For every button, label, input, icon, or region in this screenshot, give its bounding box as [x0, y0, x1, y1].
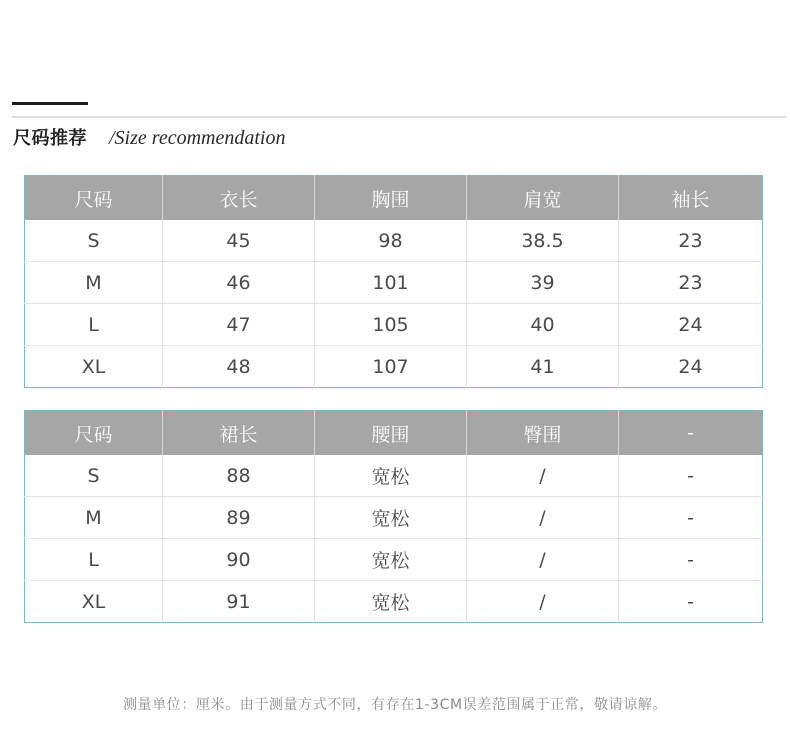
table-cell: 39: [467, 262, 619, 304]
table-cell: -: [619, 497, 763, 539]
size-table-top: [24, 175, 763, 388]
heading-divider: [12, 116, 786, 118]
table-row: [25, 346, 763, 388]
table-cell: 48: [163, 346, 315, 388]
table-header-row: [25, 176, 763, 221]
section-heading: [13, 124, 285, 152]
table-cell: /: [467, 539, 619, 581]
table-cell: 24: [619, 346, 763, 388]
table-cell: M: [25, 262, 163, 304]
header-cell-bust: 胸围: [315, 176, 467, 221]
table-cell: 47: [163, 304, 315, 346]
table-cell: S: [87, 464, 100, 487]
table-row: [25, 455, 763, 497]
table-cell: -: [619, 539, 763, 581]
table-row: [25, 262, 763, 304]
table-cell: 宽松: [315, 539, 467, 581]
table-row: [25, 581, 763, 623]
table-cell: 91: [163, 581, 315, 623]
table-cell: 41: [467, 346, 619, 388]
table-row: [25, 220, 763, 262]
table-row: [25, 497, 763, 539]
table-cell: M: [25, 497, 163, 539]
table-cell: XL: [25, 581, 163, 623]
header-cell-hip: 臀围: [467, 411, 619, 456]
table-cell: L: [25, 539, 163, 581]
table-cell: 98: [315, 220, 467, 262]
table-cell: 38.5: [467, 220, 619, 262]
table-cell: 105: [315, 304, 467, 346]
header-cell-empty: -: [619, 411, 763, 456]
header-cell-skirt-length: 裙长: [163, 411, 315, 456]
header-cell-sleeve: 袖长: [619, 176, 763, 221]
header-cell-waist: 腰围: [315, 411, 467, 456]
header-cell-shoulder: 肩宽: [467, 176, 619, 221]
header-cell-size: 尺码: [25, 176, 163, 221]
table-cell: 24: [619, 304, 763, 346]
table-cell: 107: [315, 346, 467, 388]
table-row: [25, 539, 763, 581]
heading-title-cn: 尺码推荐: [13, 128, 87, 149]
measurement-note: 测量单位：厘米。由于测量方式不同，有存在1-3CM误差范围属于正常，敬请谅解。: [122, 697, 668, 713]
header-cell-length: 衣长: [163, 176, 315, 221]
table-cell: 89: [163, 497, 315, 539]
table-cell: /: [467, 497, 619, 539]
table-cell: 101: [315, 262, 467, 304]
table-cell: 宽松: [315, 581, 467, 623]
table-cell: 23: [619, 262, 763, 304]
table-cell: 88: [163, 455, 315, 497]
table-header-row: [25, 411, 763, 456]
table-cell: /: [467, 455, 619, 497]
table-cell: -: [619, 581, 763, 623]
heading-title-en: /Size recommendation: [109, 127, 286, 149]
table-cell: 46: [163, 262, 315, 304]
table-cell: 40: [467, 304, 619, 346]
table-cell: -: [619, 455, 763, 497]
table-cell: 90: [163, 539, 315, 581]
table-cell: /: [467, 581, 619, 623]
table-cell: 宽松: [315, 455, 467, 497]
table-cell: 宽松: [315, 497, 467, 539]
size-table-bottom: [24, 410, 763, 623]
table-cell: S: [87, 229, 100, 252]
header-cell-size: 尺码: [25, 411, 163, 456]
table-cell: XL: [25, 346, 163, 388]
table-cell: 23: [619, 220, 763, 262]
table-cell: 45: [163, 220, 315, 262]
table-row: [25, 304, 763, 346]
heading-accent-line: [12, 102, 88, 105]
table-cell: L: [25, 304, 163, 346]
